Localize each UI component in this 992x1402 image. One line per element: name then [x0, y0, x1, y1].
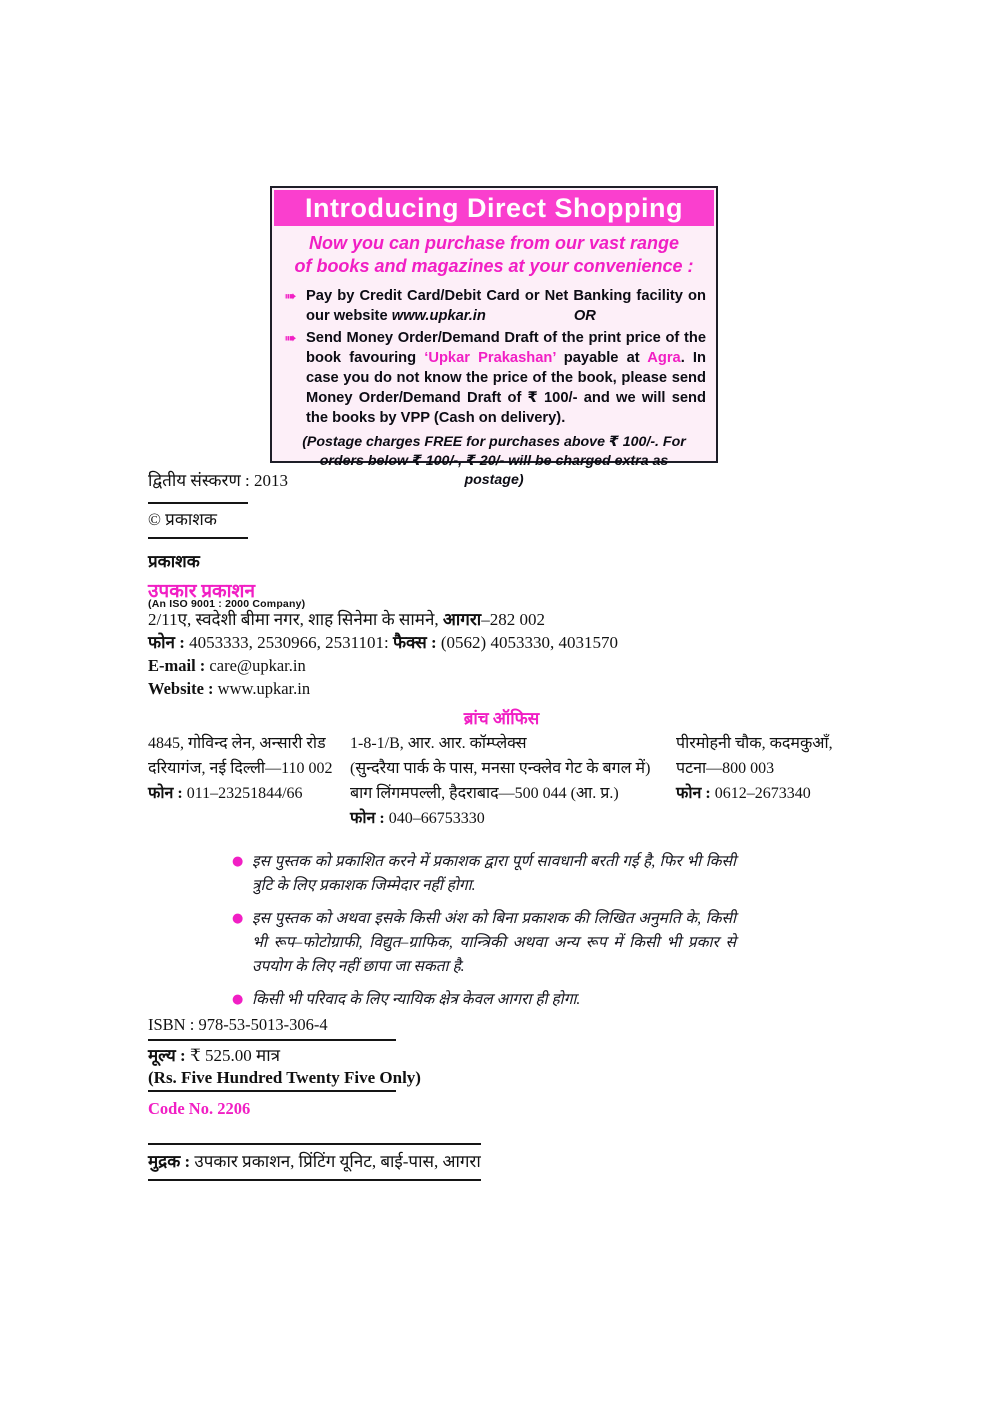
mo-text-2: payable at [555, 350, 648, 366]
bullet-dot-icon: ● [232, 992, 244, 1007]
isbn-value: 978-53-5013-306-4 [194, 1015, 328, 1034]
direct-shopping-box [270, 186, 718, 488]
promo-bullet-list [284, 286, 706, 428]
publisher-email-line [148, 655, 306, 677]
website-label: Website : [148, 679, 214, 698]
website-url-text: www.upkar.in [391, 308, 486, 324]
mo-text-3: . In case you do not know the price of the book, please send Money Order/Demand Draft of ₹ 100/- and we will send the books by VPP (Cash on delivery). [306, 350, 706, 426]
upkar-prakashan-highlight: ‘Upkar Prakashan’ [424, 350, 556, 366]
phone-value: 4053333, 2530966, 2531101: [184, 633, 393, 652]
publisher-address [148, 609, 545, 631]
disclaimer-text: इस पुस्तक को अथवा इसके किसी अंश को बिना प्रकाशक की लिखित अनुमति के, किसी भी रूप–फोटोग्राफी, विद्युत–ग्राफिक, यान्त्रिकी अथवा अन्य रूप में किसी भी प्रकार से उपयोग के लिए नहीं छापा जा सकता है. [252, 910, 736, 975]
phone-label: फोन : [350, 810, 385, 827]
branch-line: (सुन्दरैया पार्क के पास, मनसा एन्क्लेव गेट के बगल में) [350, 760, 651, 777]
printer-value: उपकार प्रकाशन, प्रिंटिंग यूनिट, बाई-पास, आगरा [190, 1152, 481, 1171]
fax-value: (0562) 4053330, 4031570 [436, 633, 618, 652]
email-label: E-mail : [148, 656, 206, 675]
phone-label: फोन : [676, 785, 711, 802]
promo-bullet-pay [284, 286, 706, 326]
email-value: care@upkar.in [205, 656, 306, 675]
divider [148, 537, 248, 539]
promo-bullet-pay-text [306, 286, 706, 326]
code-number: Code No. 2206 [148, 1099, 251, 1118]
phone-label: फोन : [148, 785, 183, 802]
divider [148, 1179, 481, 1181]
publisher-website-line [148, 678, 310, 700]
publisher-heading: प्रकाशक [148, 552, 200, 571]
agra-highlight: Agra [647, 350, 681, 366]
disclaimer-item [232, 988, 736, 1012]
address-pin: –282 002 [481, 610, 545, 629]
or-label: OR [573, 308, 596, 324]
phone-value: 040–66753330 [384, 810, 485, 827]
website-value: www.upkar.in [213, 679, 311, 698]
bullet-dot-icon: ● [232, 911, 244, 926]
arrow-bullet-icon: ➠ [284, 329, 297, 347]
branch-line: दरियागंज, नई दिल्ली—110 002 [148, 760, 333, 777]
isbn-line [148, 1014, 328, 1036]
publisher-phone-line [148, 632, 618, 654]
divider [148, 502, 248, 504]
branch-office-patna [676, 731, 861, 806]
copyright-line: © प्रकाशक [148, 510, 217, 529]
branch-office-delhi [148, 731, 348, 806]
branch-office-heading: ब्रांच ऑफिस [463, 709, 540, 728]
printer-label: मुद्रक : [148, 1152, 191, 1171]
promo-header-bar [274, 190, 714, 226]
fax-label: फैक्स : [392, 633, 437, 652]
publisher-name: उपकार प्रकाशन [148, 581, 256, 602]
disclaimer-item [232, 850, 736, 898]
arrow-bullet-icon: ➠ [284, 287, 297, 305]
divider [148, 1143, 481, 1145]
branch-line: 4845, गोविन्द लेन, अन्सारी रोड [148, 735, 326, 752]
isbn-label: ISBN : [148, 1015, 195, 1034]
promo-tagline [272, 232, 716, 278]
address-city: आगरा [442, 610, 482, 629]
promo-bullet-money-order-text [306, 328, 706, 428]
publisher-iso-line: (An ISO 9001 : 2000 Company) [148, 598, 306, 610]
branch-phone [350, 806, 675, 831]
disclaimer-text: किसी भी परिवाद के लिए न्यायिक क्षेत्र केवल आगरा ही होगा. [252, 991, 581, 1008]
mo-text-1: Send Money Order/Demand Draft of the print price of the book favouring [306, 330, 706, 366]
price-value: ₹ 525.00 मात्र [185, 1046, 280, 1065]
address-text: 2/11ए, स्वदेशी बीमा नगर, शाह सिनेमा के सामने, [148, 610, 443, 629]
printer-line [148, 1151, 481, 1173]
disclaimer-item [232, 907, 736, 979]
branch-line: पीरमोहनी चौक, कदमकुआँ, [676, 735, 833, 752]
divider [148, 1039, 396, 1041]
divider [148, 1090, 396, 1092]
promo-bullet-money-order [284, 328, 706, 428]
phone-value: 0612–2673340 [710, 785, 811, 802]
disclaimer-text: इस पुस्तक को प्रकाशित करने में प्रकाशक द्वारा पूर्ण सावधानी बरती गई है, फिर भी किसी त्रुटि के लिए प्रकाशक जिम्मेदार नहीं होगा. [252, 853, 736, 894]
edition-line: द्वितीय संस्करण : 2013 [148, 471, 289, 490]
price-line [148, 1045, 280, 1067]
branch-line: पटना—800 003 [676, 760, 775, 777]
price-label: मूल्य : [148, 1046, 186, 1065]
branch-office-hyderabad [350, 731, 675, 831]
promo-tagline-line1: Now you can purchase from our vast range [308, 233, 680, 253]
phone-label: फोन : [148, 633, 185, 652]
promo-title: Introducing Direct Shopping [305, 192, 683, 223]
price-in-words: (Rs. Five Hundred Twenty Five Only) [148, 1068, 421, 1087]
phone-value: 011–23251844/66 [182, 785, 303, 802]
postage-note: (Postage charges FREE for purchases above ₹ 100/-. For orders below ₹ 100/-, ₹ 20/- will be charged extra as postage) [302, 434, 686, 488]
promo-tagline-line2: of books and magazines at your convenience : [294, 256, 694, 276]
branch-line: 1-8-1/B, आर. आर. कॉम्प्लेक्स [350, 735, 527, 752]
bullet-dot-icon: ● [232, 854, 244, 869]
branch-line: बाग लिंगमपल्ली, हैदराबाद—500 044 (आ. प्र.) [350, 785, 619, 802]
pay-text: Pay by Credit Card/Debit Card or Net Banking facility on our website [306, 288, 706, 324]
branch-phone [148, 781, 348, 806]
disclaimer-list [232, 850, 736, 1021]
branch-phone [676, 781, 861, 806]
